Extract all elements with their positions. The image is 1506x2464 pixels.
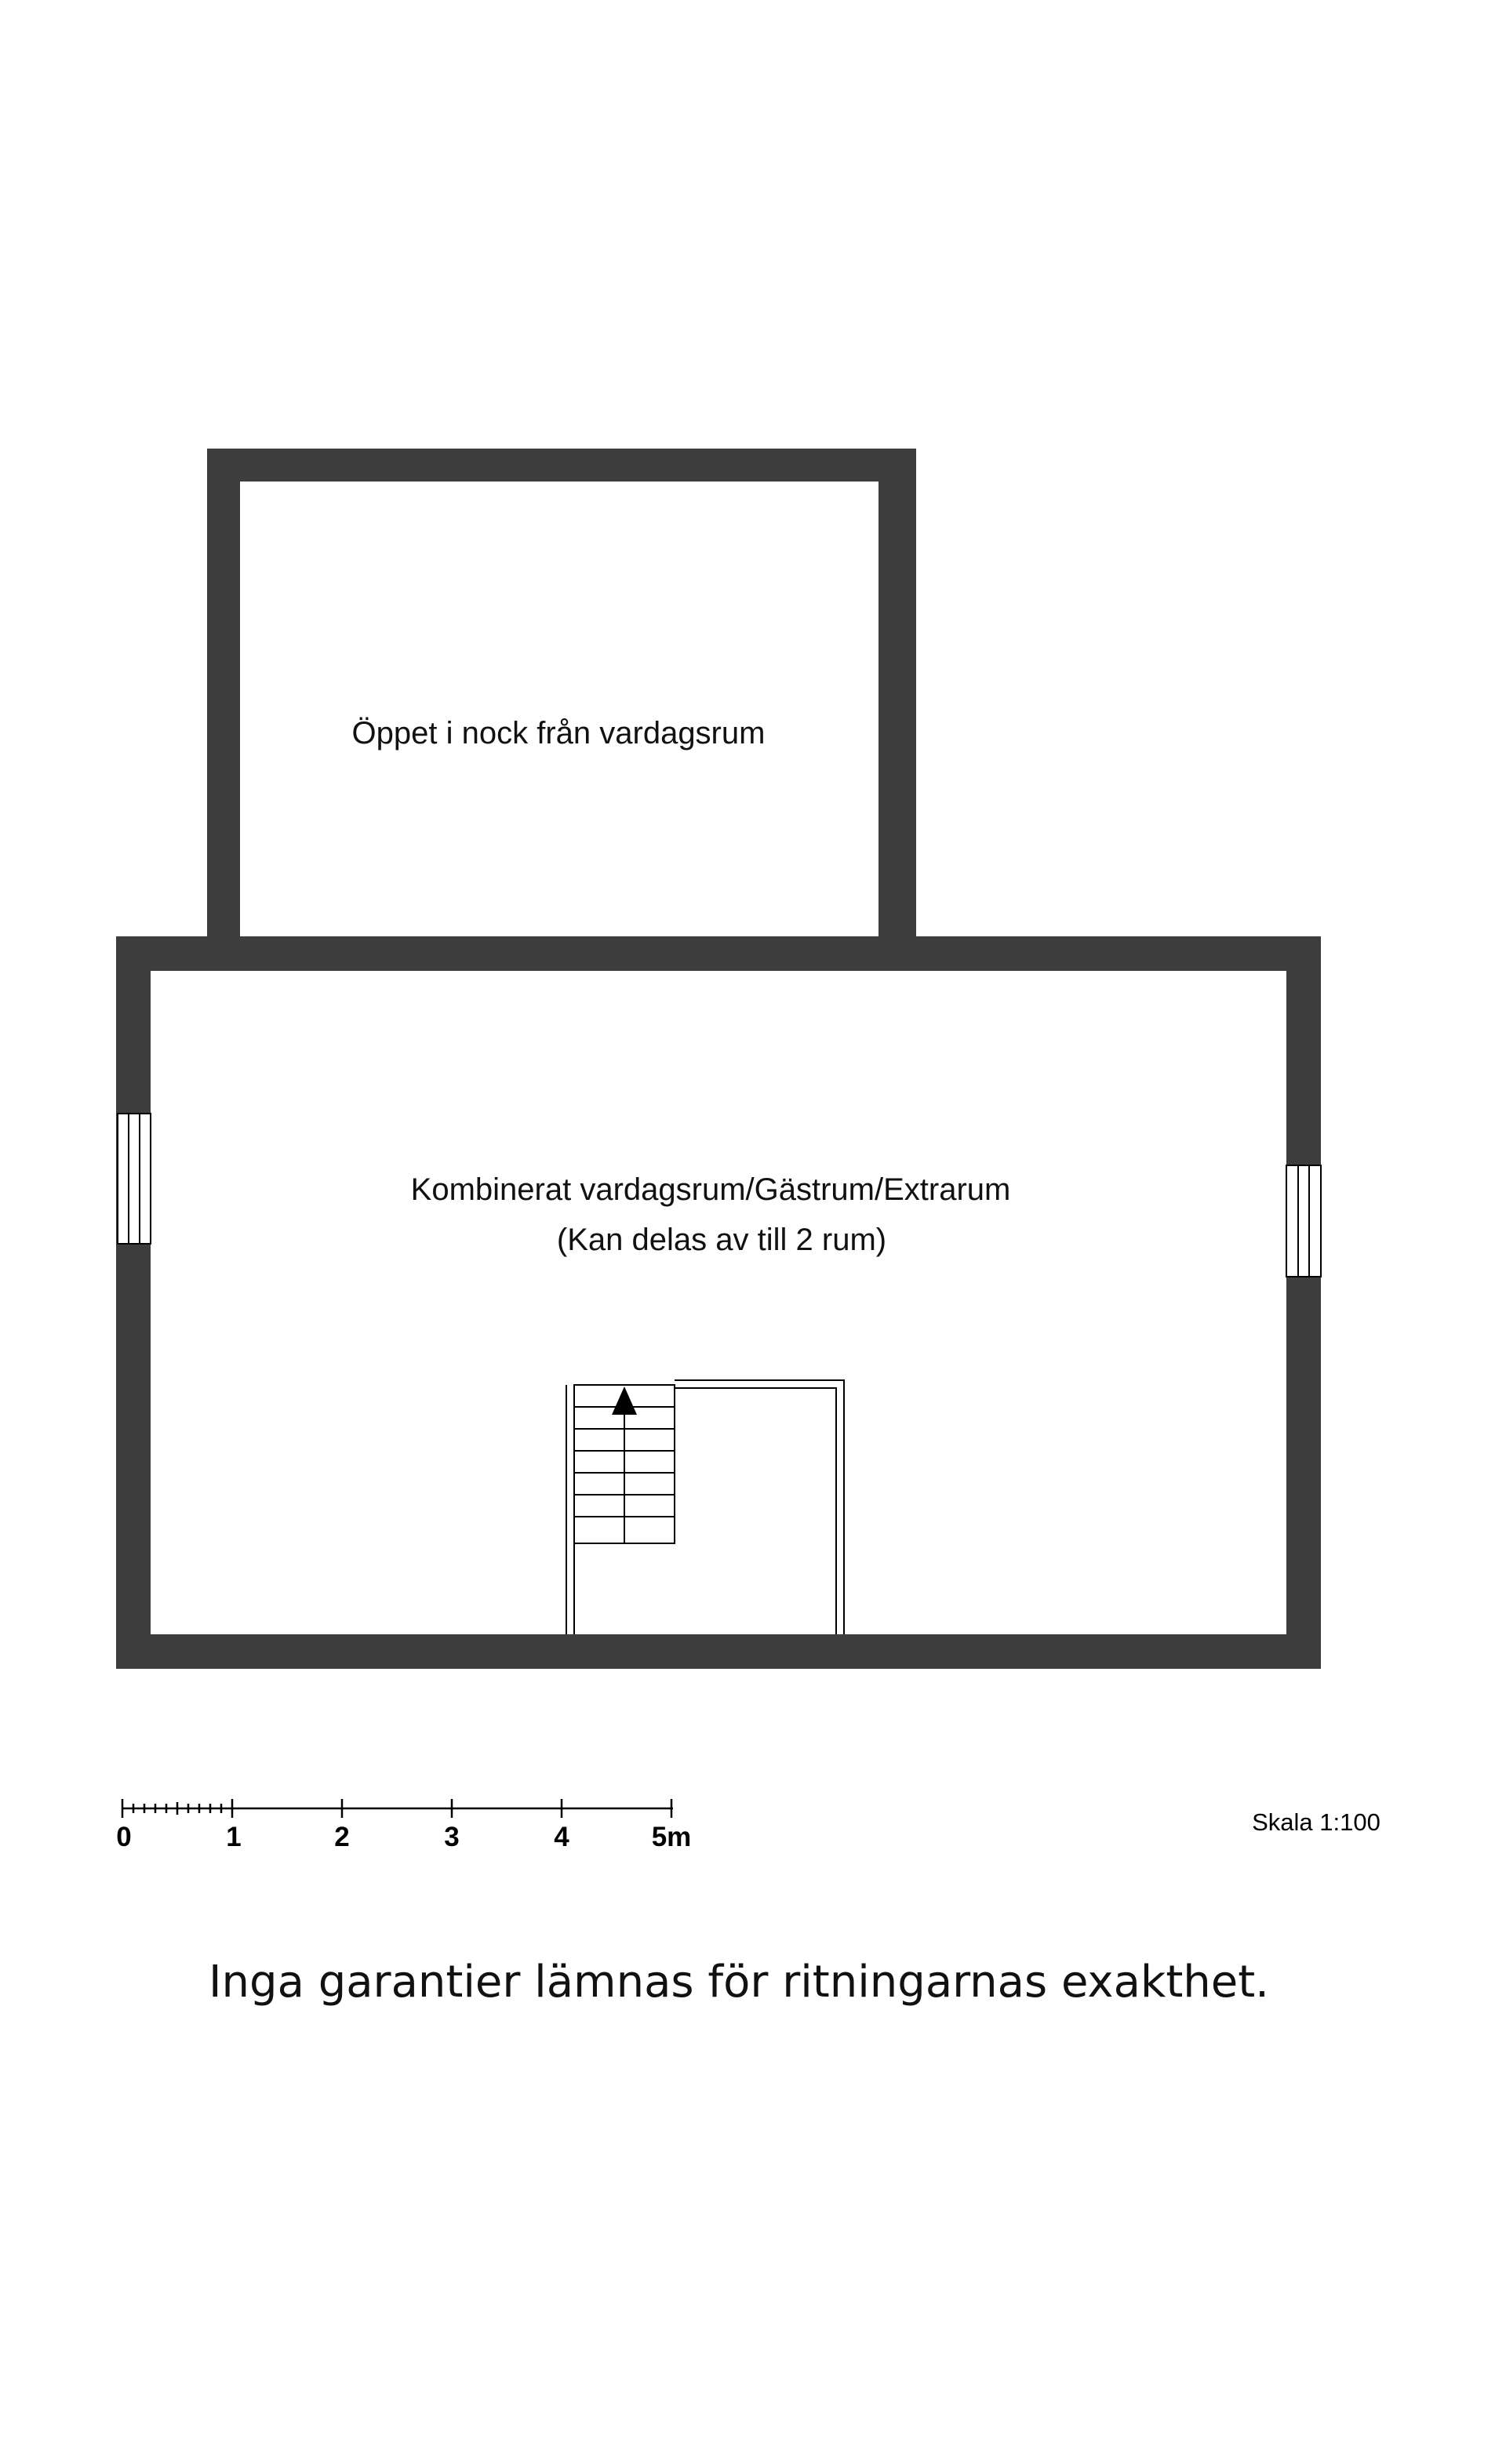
stair-direction-arrow-icon — [612, 1386, 637, 1415]
scale-bar — [122, 1799, 673, 1818]
scale-tick-label: 4 — [554, 1822, 569, 1852]
disclaimer-text: Inga garantier lämnas för ritningarnas exakthet. — [209, 1957, 1269, 2008]
scale-tick-label: 5m — [651, 1822, 692, 1852]
main-room-label: Kombinerat vardagsrum/Gästrum/Extrarum — [410, 1172, 1011, 1207]
scale-tick-label: 3 — [444, 1822, 460, 1852]
main-room-sublabel: (Kan delas av till 2 rum) — [556, 1223, 887, 1257]
right-window — [1286, 1165, 1321, 1277]
main-room-walls — [116, 936, 1321, 1669]
scale-tick-label: 1 — [226, 1822, 242, 1852]
upper-room-label: Öppet i nock från vardagsrum — [351, 716, 766, 750]
upper-room-walls — [207, 449, 916, 957]
scale-tick-label: 2 — [334, 1822, 350, 1852]
staircase — [566, 1380, 844, 1634]
scale-ratio-label: Skala 1:100 — [1252, 1808, 1380, 1836]
left-window — [118, 1114, 151, 1244]
scale-tick-label: 0 — [116, 1822, 132, 1852]
